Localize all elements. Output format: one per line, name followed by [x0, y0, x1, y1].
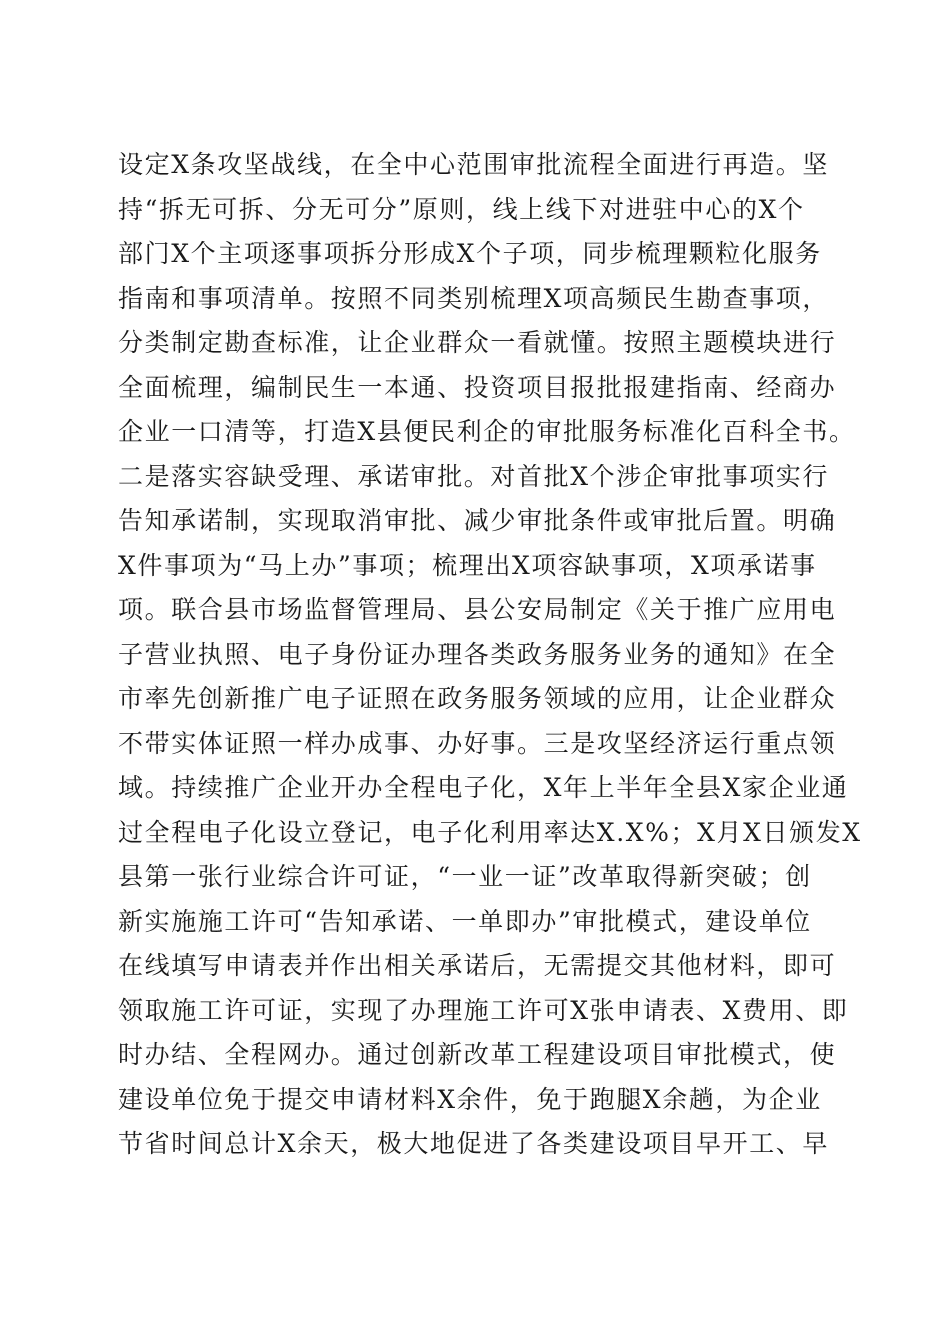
text-line: 县第一张行业综合许可证，“一业一证”改革取得新突破；创	[118, 862, 812, 891]
text-line: 设定X条攻坚战线，在全中心范围审批流程全面进行再造。坚	[118, 150, 829, 179]
text-line: 建设单位免于提交申请材料X余件，免于跑腿X余趟，为企业	[118, 1084, 822, 1114]
text-line: 全面梳理，编制民生一本通、投资项目报批报建指南、经商办	[118, 372, 837, 402]
text-line: 部门X个主项逐事项拆分形成X个子项，同步梳理颗粒化服务	[118, 239, 822, 268]
text-line: 企业一口清等，打造X县便民利企的审批服务标准化百科全书。	[118, 417, 856, 446]
text-line: 分类制定勘查标准，让企业群众一看就懂。按照主题模块进行	[118, 328, 837, 357]
text-line: 持“拆无可拆、分无可分”原则，线上线下对进驻中心的X个	[118, 194, 805, 224]
text-line: X件事项为“马上办”事项；梳理出X项容缺事项，X项承诺事	[118, 550, 817, 580]
text-line: 指南和事项清单。按照不同类别梳理X项高频民生勘查事项，	[118, 283, 829, 313]
text-line: 二是落实容缺受理、承诺审批。对首批X个涉企审批事项实行	[118, 461, 829, 491]
text-line: 项。联合县市场监督管理局、县公安局制定《关于推广应用电	[118, 595, 837, 624]
body-text	[118, 143, 862, 1167]
text-line: 过全程电子化设立登记，电子化利用率达X.X%；X月X日颁发X	[118, 817, 862, 847]
text-line: 在线填写申请表并作出相关承诺后，无需提交其他材料，即可	[118, 951, 837, 980]
text-line: 领取施工许可证，实现了办理施工许可X张申请表、X费用、即	[118, 995, 849, 1025]
text-line: 域。持续推广企业开办全程电子化，X年上半年全县X家企业通	[118, 773, 849, 802]
text-line: 不带实体证照一样办成事、办好事。三是攻坚经济运行重点领	[118, 728, 837, 758]
text-line: 时办结、全程网办。通过创新改革工程建设项目审批模式，使	[118, 1040, 837, 1069]
text-line: 节省时间总计X余天，极大地促进了各类建设项目早开工、早	[118, 1129, 829, 1158]
text-line: 市率先创新推广电子证照在政务服务领域的应用，让企业群众	[118, 684, 837, 713]
text-line: 告知承诺制，实现取消审批、减少审批条件或审批后置。明确	[118, 506, 837, 535]
text-line: 子营业执照、电子身份证办理各类政务服务业务的通知》在全	[118, 639, 837, 669]
text-line: 新实施施工许可“告知承诺、一单即办”审批模式，建设单位	[118, 906, 812, 936]
